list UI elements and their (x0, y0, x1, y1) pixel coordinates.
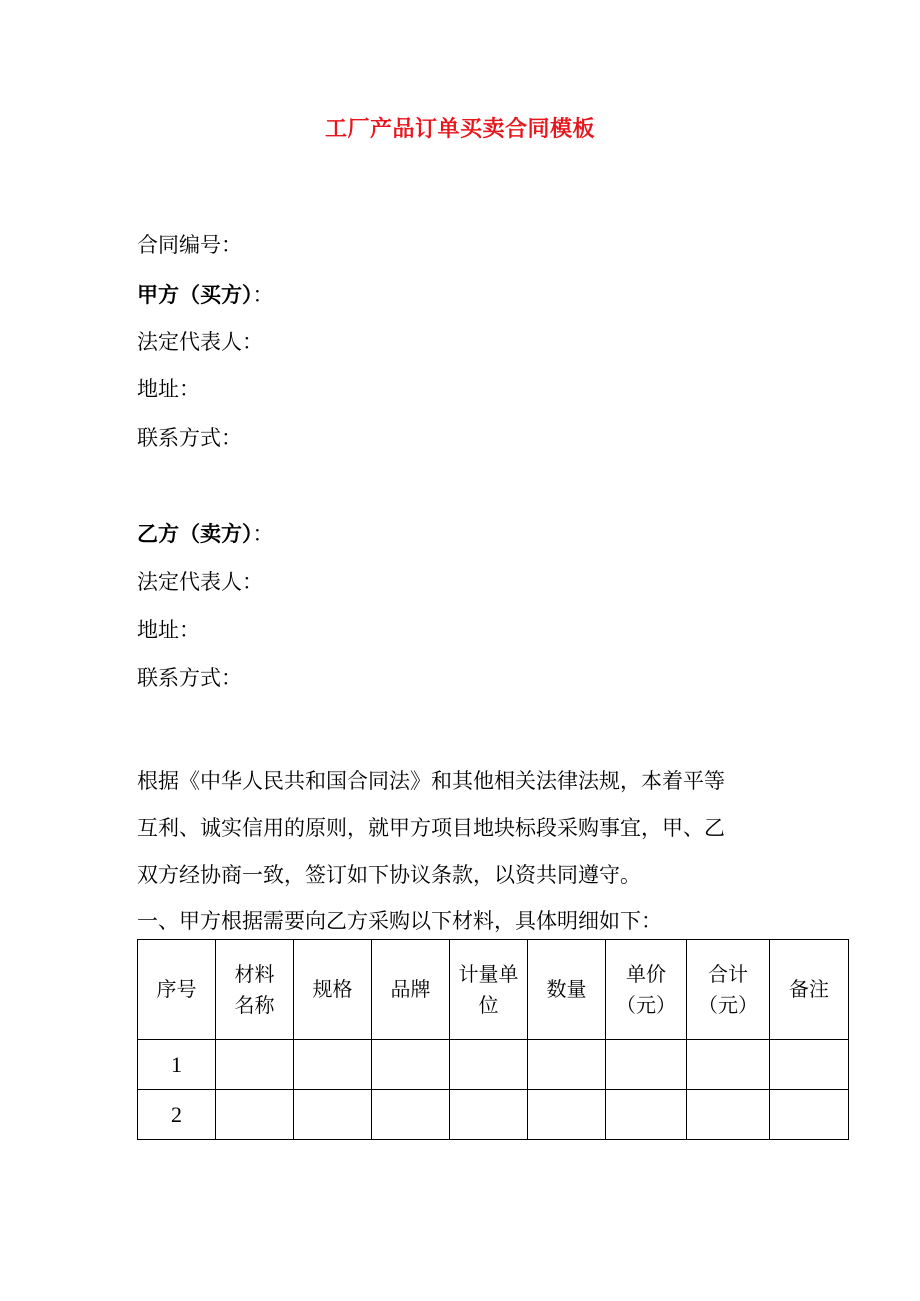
table-cell-seq: 2 (138, 1090, 216, 1140)
header-cell-spec (294, 940, 372, 1040)
materials-table (137, 939, 849, 1140)
party-a-contact-label: 联系方式： (137, 426, 242, 450)
header-text: 名称 (234, 992, 275, 1017)
contract-number-label: 合同编号： (137, 233, 242, 257)
party-a-address-line (137, 374, 200, 404)
party-a-contact-line (137, 423, 242, 453)
contract-number-line (137, 230, 242, 260)
party-a-rep-label: 法定代表人： (137, 330, 263, 354)
table-cell (606, 1090, 687, 1140)
party-b-rep-line (137, 567, 263, 597)
party-b-contact-line (137, 663, 242, 693)
table-cell (606, 1040, 687, 1090)
party-a-heading-colon: ： (252, 283, 274, 307)
table-cell (450, 1040, 528, 1090)
table-cell (294, 1040, 372, 1090)
party-a-heading-line (137, 280, 274, 310)
header-text: 数量 (546, 977, 587, 1001)
table-cell (770, 1090, 849, 1140)
party-b-heading-colon: ： (252, 522, 274, 546)
header-text: 序号 (156, 977, 197, 1001)
intro-line: 双方经协商一致，签订如下协议条款，以资共同遵守。 (137, 863, 641, 887)
table-cell (294, 1090, 372, 1140)
header-text: 材料 (234, 961, 275, 986)
table-row (138, 1090, 849, 1140)
section-1-title: 一、甲方根据需要向乙方采购以下材料，具体明细如下： (137, 909, 662, 933)
table-cell (450, 1090, 528, 1140)
header-cell-total (687, 940, 770, 1040)
intro-paragraph (137, 758, 837, 899)
party-b-heading: 乙方（卖方） (137, 522, 253, 546)
table-row (138, 1040, 849, 1090)
party-b-rep-label: 法定代表人： (137, 570, 263, 594)
header-text: 计量单 (458, 961, 519, 986)
table-cell (372, 1090, 450, 1140)
header-cell-quantity (528, 940, 606, 1040)
header-text: 位 (478, 992, 499, 1017)
table-cell (528, 1040, 606, 1090)
intro-line: 根据《中华人民共和国合同法》和其他相关法律法规，本着平等 (137, 769, 725, 793)
header-text: （元） (698, 992, 758, 1017)
table-cell (528, 1090, 606, 1140)
header-cell-unit-price (606, 940, 687, 1040)
header-cell-remark (770, 940, 849, 1040)
header-text: 单价 (626, 961, 666, 986)
header-cell-seq (138, 940, 216, 1040)
header-cell-unit (450, 940, 528, 1040)
table-cell (687, 1090, 770, 1140)
party-b-address-line (137, 615, 200, 645)
table-cell-seq: 1 (138, 1040, 216, 1090)
party-b-contact-label: 联系方式： (137, 666, 242, 690)
header-text: 规格 (312, 977, 353, 1001)
party-b-heading-line (137, 519, 274, 549)
header-cell-brand (372, 940, 450, 1040)
table-cell (687, 1040, 770, 1090)
table-cell (216, 1040, 294, 1090)
party-b-address-label: 地址： (137, 618, 200, 642)
table-cell (770, 1040, 849, 1090)
header-cell-material-name (216, 940, 294, 1040)
header-text: 备注 (789, 977, 829, 1001)
party-a-address-label: 地址： (137, 377, 200, 401)
table-cell (372, 1040, 450, 1090)
intro-line: 互利、诚实信用的原则，就甲方项目地块标段采购事宜，甲、乙 (137, 816, 725, 840)
header-text: 品牌 (390, 977, 431, 1001)
table-header-row (138, 940, 849, 1040)
header-text: （元） (616, 992, 676, 1017)
party-a-rep-line (137, 327, 263, 357)
document-title: 工厂产品订单买卖合同模板 (324, 117, 595, 142)
party-a-heading: 甲方（买方） (137, 283, 253, 307)
table-cell (216, 1090, 294, 1140)
header-text: 合计 (708, 961, 748, 986)
